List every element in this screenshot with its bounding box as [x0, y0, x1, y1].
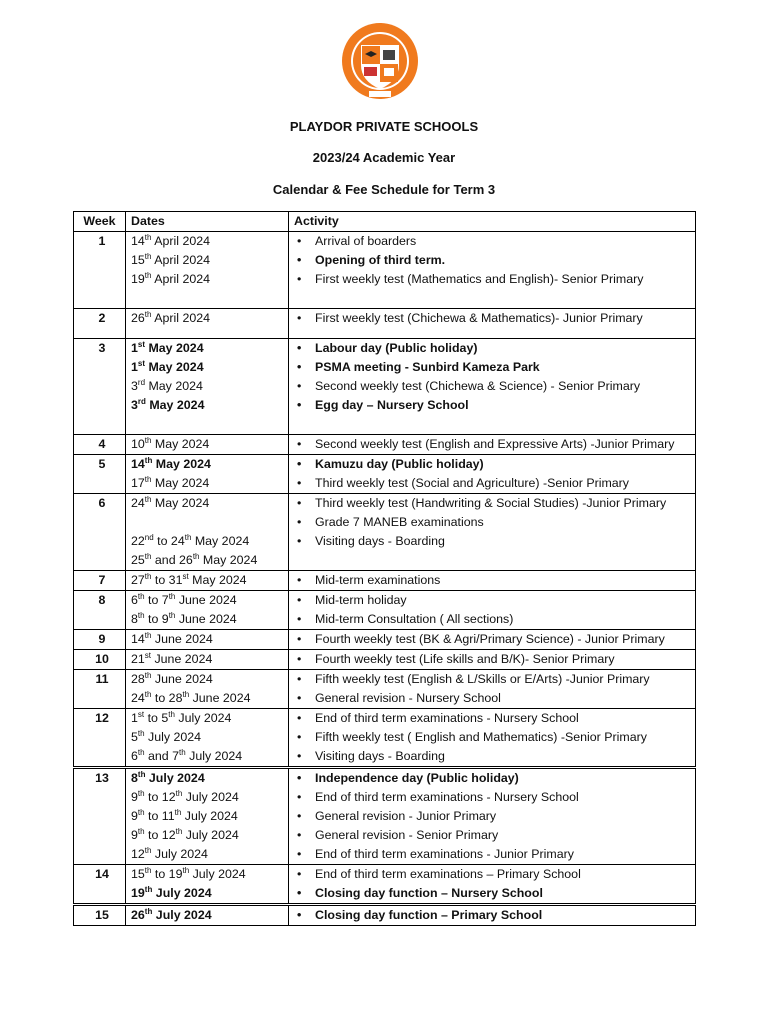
- activity-item: • First weekly test (Chichewa & Mathematics)- Junior Primary: [291, 309, 695, 328]
- table-row: [74, 865, 696, 905]
- date-text: July 2024: [174, 711, 232, 725]
- date-text: to 12: [144, 790, 176, 804]
- date-text: 1: [131, 711, 138, 725]
- date-text: 21: [131, 652, 145, 666]
- date-text: 19: [131, 886, 145, 900]
- week-number: 6: [74, 494, 126, 571]
- date-text: May 2024: [145, 341, 204, 355]
- date-text: 14: [131, 632, 145, 646]
- date-text: and 7: [144, 749, 180, 763]
- date-text: April 2024: [151, 234, 211, 248]
- date-text: 14: [131, 234, 145, 248]
- date-entry: [131, 309, 288, 328]
- activity-item: • General revision - Nursery School: [291, 689, 695, 708]
- week-number: 8: [74, 591, 126, 630]
- date-ordinal: th: [144, 690, 152, 699]
- dates-cell: [126, 571, 289, 591]
- date-ordinal: th: [168, 710, 175, 719]
- activity-item: • Kamuzu day (Public holiday): [291, 455, 695, 474]
- date-text: June 2024: [151, 672, 213, 686]
- date-text: July 2024: [189, 867, 246, 881]
- date-entry: [131, 232, 288, 251]
- date-ordinal: st: [137, 710, 145, 719]
- date-text: April 2024: [151, 311, 211, 325]
- dates-column-header: Dates: [126, 212, 289, 232]
- date-entry: [131, 884, 288, 903]
- date-entry: [131, 769, 288, 788]
- activity-item: • Grade 7 MANEB examinations: [291, 513, 695, 532]
- dates-cell: [126, 630, 289, 650]
- activity-item: • PSMA meeting - Sunbird Kameza Park: [291, 358, 695, 377]
- week-number: 15: [74, 905, 126, 926]
- activity-cell: [289, 339, 696, 435]
- date-entry: [131, 650, 288, 669]
- activity-cell: [289, 630, 696, 650]
- date-text: 24: [131, 691, 145, 705]
- date-text: May 2024: [145, 379, 203, 393]
- activity-cell: [289, 865, 696, 905]
- date-text: to 5: [144, 711, 169, 725]
- date-text: 27: [131, 573, 145, 587]
- table-row: [74, 905, 696, 926]
- date-entry: [131, 435, 288, 454]
- date-text: to 11: [144, 809, 175, 823]
- date-ordinal: th: [137, 611, 145, 620]
- date-text: May 2024: [191, 534, 250, 548]
- date-ordinal: st: [137, 359, 146, 368]
- date-text: 1: [131, 341, 138, 355]
- date-text: July 2024: [185, 749, 243, 763]
- date-ordinal: rd: [137, 378, 146, 387]
- date-ordinal: th: [144, 846, 152, 855]
- date-entry: [131, 709, 288, 728]
- date-text: May 2024: [199, 553, 258, 567]
- date-text: 15: [131, 867, 145, 881]
- date-ordinal: th: [137, 827, 145, 836]
- dates-cell: [126, 905, 289, 926]
- date-text: 14: [131, 457, 145, 471]
- activity-cell: [289, 768, 696, 865]
- date-ordinal: th: [144, 233, 152, 242]
- week-number: 4: [74, 435, 126, 455]
- date-text: 9: [131, 828, 138, 842]
- date-ordinal: th: [174, 808, 182, 817]
- table-row: [74, 591, 696, 630]
- table-row: [74, 435, 696, 455]
- date-entry: [131, 630, 288, 649]
- activity-item: • End of third term examinations - Nursery School: [291, 788, 695, 807]
- date-entry: [131, 788, 288, 807]
- date-ordinal: th: [144, 866, 152, 875]
- date-entry: [131, 571, 288, 590]
- date-ordinal: th: [144, 271, 152, 280]
- date-entry: [131, 474, 288, 493]
- date-text: July 2024: [152, 886, 212, 900]
- activity-cell: [289, 455, 696, 494]
- date-text: 24: [131, 496, 145, 510]
- date-ordinal: th: [184, 533, 192, 542]
- date-text: May 2024: [151, 496, 210, 510]
- school-logo: [341, 21, 419, 101]
- activity-cell: [289, 309, 696, 339]
- activity-item: • Visiting days - Boarding: [291, 532, 695, 551]
- date-text: 6: [131, 593, 138, 607]
- week-number: 7: [74, 571, 126, 591]
- date-ordinal: th: [192, 552, 200, 561]
- date-text: 15: [131, 253, 145, 267]
- date-entry: [131, 845, 288, 864]
- activity-column-header: Activity: [289, 212, 696, 232]
- date-text: July 2024: [182, 828, 239, 842]
- date-text: July 2024: [152, 908, 212, 922]
- date-text: to 31: [151, 573, 183, 587]
- date-text: May 2024: [145, 360, 204, 374]
- activity-item: • First weekly test (Mathematics and English)- Senior Primary: [291, 270, 695, 289]
- date-text: May 2024: [145, 398, 205, 412]
- date-entry: [131, 670, 288, 689]
- table-row: [74, 309, 696, 339]
- dates-cell: [126, 709, 289, 768]
- activity-cell: [289, 494, 696, 571]
- date-ordinal: th: [144, 252, 152, 261]
- date-ordinal: th: [168, 592, 176, 601]
- dates-cell: [126, 650, 289, 670]
- table-row: [74, 650, 696, 670]
- date-ordinal: st: [182, 572, 189, 581]
- date-entry: [131, 455, 288, 474]
- dates-cell: [126, 309, 289, 339]
- date-text: July 2024: [145, 771, 205, 785]
- date-text: to 9: [144, 612, 169, 626]
- date-ordinal: th: [168, 611, 176, 620]
- table-row: [74, 232, 696, 309]
- week-number: 3: [74, 339, 126, 435]
- table-row: [74, 455, 696, 494]
- activity-item: • Visiting days - Boarding: [291, 747, 695, 766]
- date-ordinal: th: [175, 827, 183, 836]
- date-entry: [131, 728, 288, 747]
- week-column-header: Week: [74, 212, 126, 232]
- date-text: July 2024: [151, 847, 208, 861]
- date-ordinal: th: [144, 436, 152, 445]
- date-text: 8: [131, 771, 138, 785]
- dates-cell: [126, 232, 289, 309]
- week-number: 1: [74, 232, 126, 309]
- activity-cell: [289, 670, 696, 709]
- date-entry: [131, 610, 288, 629]
- date-text: 17: [131, 476, 145, 490]
- table-row: [74, 339, 696, 435]
- date-entry: [131, 377, 288, 396]
- activity-item: • End of third term examinations - Junior Primary: [291, 845, 695, 864]
- activity-item: • Fourth weekly test (BK & Agri/Primary Science) - Junior Primary: [291, 630, 695, 649]
- date-ordinal: nd: [144, 533, 154, 542]
- school-name: PLAYDOR PRIVATE SCHOOLS: [289, 119, 479, 134]
- date-ordinal: st: [137, 340, 146, 349]
- dates-cell: [126, 455, 289, 494]
- table-row: [74, 630, 696, 650]
- week-number: 10: [74, 650, 126, 670]
- date-ordinal: th: [137, 748, 145, 757]
- date-entry: [131, 551, 288, 570]
- date-ordinal: th: [144, 907, 153, 916]
- activity-item: • Third weekly test (Social and Agriculture) -Senior Primary: [291, 474, 695, 493]
- date-entry: [131, 906, 288, 925]
- dates-cell: [126, 435, 289, 455]
- date-text: 3: [131, 379, 138, 393]
- week-number: 9: [74, 630, 126, 650]
- date-text: June 2024: [151, 652, 213, 666]
- date-text: 3: [131, 398, 138, 412]
- date-text: to 7: [144, 593, 169, 607]
- date-text: July 2024: [182, 790, 239, 804]
- date-text: July 2024: [144, 730, 202, 744]
- date-text: to 24: [153, 534, 185, 548]
- activity-cell: [289, 905, 696, 926]
- academic-year: 2023/24 Academic Year: [312, 150, 456, 165]
- date-ordinal: th: [144, 310, 152, 319]
- date-text: 19: [131, 272, 145, 286]
- activity-item: • Arrival of boarders: [291, 232, 695, 251]
- activity-item: • General revision - Senior Primary: [291, 826, 695, 845]
- date-text: 25: [131, 553, 145, 567]
- date-text: to 19: [151, 867, 183, 881]
- week-number: 13: [74, 768, 126, 865]
- date-text: May 2024: [151, 476, 210, 490]
- date-ordinal: th: [144, 552, 152, 561]
- date-ordinal: th: [144, 495, 152, 504]
- activity-item: • Opening of third term.: [291, 251, 695, 270]
- date-text: May 2024: [188, 573, 247, 587]
- week-number: 14: [74, 865, 126, 905]
- activity-item: • Mid-term Consultation ( All sections): [291, 610, 695, 629]
- date-text: May 2024: [151, 437, 210, 451]
- date-ordinal: th: [182, 866, 190, 875]
- date-entry: [131, 591, 288, 610]
- term-calendar-table: [73, 211, 696, 926]
- date-ordinal: th: [182, 690, 190, 699]
- date-text: July 2024: [181, 809, 238, 823]
- date-entry: [131, 494, 288, 513]
- date-ordinal: th: [137, 729, 145, 738]
- table-row: [74, 768, 696, 865]
- date-text: 9: [131, 790, 138, 804]
- date-text: 12: [131, 847, 145, 861]
- date-ordinal: rd: [137, 397, 146, 406]
- date-ordinal: th: [144, 671, 152, 680]
- activity-cell: [289, 650, 696, 670]
- activity-cell: [289, 435, 696, 455]
- activity-item: • Labour day (Public holiday): [291, 339, 695, 358]
- activity-item: • Egg day – Nursery School: [291, 396, 695, 415]
- date-entry: [131, 826, 288, 845]
- activity-cell: [289, 571, 696, 591]
- date-text: June 2024: [189, 691, 251, 705]
- date-entry: [131, 747, 288, 766]
- dates-cell: [126, 494, 289, 571]
- week-number: 12: [74, 709, 126, 768]
- date-text: 28: [131, 672, 145, 686]
- date-text: June 2024: [151, 632, 213, 646]
- date-entry: [131, 807, 288, 826]
- date-text: 22: [131, 534, 145, 548]
- activity-item: • Second weekly test (English and Expressive Arts) -Junior Primary: [291, 435, 695, 454]
- date-text: 9: [131, 809, 138, 823]
- week-number: 5: [74, 455, 126, 494]
- date-text: 5: [131, 730, 138, 744]
- activity-item: • Mid-term examinations: [291, 571, 695, 590]
- week-number: 11: [74, 670, 126, 709]
- date-entry: [131, 396, 288, 415]
- date-ordinal: st: [144, 651, 152, 660]
- date-entry: [131, 270, 288, 289]
- date-ordinal: th: [137, 592, 145, 601]
- date-text: 8: [131, 612, 138, 626]
- date-text: 1: [131, 360, 138, 374]
- date-text: April 2024: [151, 272, 211, 286]
- date-ordinal: th: [179, 748, 186, 757]
- date-text: June 2024: [175, 593, 237, 607]
- date-text: May 2024: [152, 457, 211, 471]
- activity-cell: [289, 709, 696, 768]
- date-text: 10: [131, 437, 145, 451]
- document-subtitle: Calendar & Fee Schedule for Term 3: [272, 182, 496, 197]
- dates-cell: [126, 591, 289, 630]
- dates-cell: [126, 768, 289, 865]
- dates-cell: [126, 339, 289, 435]
- date-entry: [131, 532, 288, 551]
- date-text: to 28: [151, 691, 183, 705]
- date-text: June 2024: [175, 612, 237, 626]
- date-text: April 2024: [151, 253, 211, 267]
- activity-item: • General revision - Junior Primary: [291, 807, 695, 826]
- week-number: 2: [74, 309, 126, 339]
- table-row: [74, 709, 696, 768]
- activity-item: • Independence day (Public holiday): [291, 769, 695, 788]
- date-entry: [131, 358, 288, 377]
- date-ordinal: th: [144, 572, 152, 581]
- date-text: and 26: [151, 553, 193, 567]
- activity-item: • Fifth weekly test ( English and Mathematics) -Senior Primary: [291, 728, 695, 747]
- activity-cell: [289, 591, 696, 630]
- activity-item: • Third weekly test (Handwriting & Social Studies) -Junior Primary: [291, 494, 695, 513]
- date-ordinal: th: [175, 789, 183, 798]
- dates-cell: [126, 670, 289, 709]
- table-row: [74, 571, 696, 591]
- date-ordinal: th: [144, 631, 152, 640]
- date-ordinal: th: [137, 789, 145, 798]
- date-ordinal: th: [144, 885, 153, 894]
- activity-item: • Fourth weekly test (Life skills and B/K)- Senior Primary: [291, 650, 695, 669]
- activity-item: • Closing day function – Nursery School: [291, 884, 695, 903]
- date-ordinal: th: [144, 456, 153, 465]
- date-entry: [131, 251, 288, 270]
- date-entry: [131, 339, 288, 358]
- activity-item: • Mid-term holiday: [291, 591, 695, 610]
- date-ordinal: th: [137, 770, 146, 779]
- date-text: to 12: [144, 828, 176, 842]
- activity-item: • Closing day function – Primary School: [291, 906, 695, 925]
- activity-cell: [289, 232, 696, 309]
- activity-item: • End of third term examinations – Primary School: [291, 865, 695, 884]
- date-entry: [131, 513, 288, 532]
- date-text: 6: [131, 749, 138, 763]
- date-entry: [131, 865, 288, 884]
- activity-item: • Fifth weekly test (English & L/Skills or E/Arts) -Junior Primary: [291, 670, 695, 689]
- date-text: 26: [131, 908, 145, 922]
- table-row: [74, 670, 696, 709]
- activity-item: • Second weekly test (Chichewa & Science) - Senior Primary: [291, 377, 695, 396]
- dates-cell: [126, 865, 289, 905]
- table-header-row: [74, 212, 696, 232]
- date-ordinal: th: [144, 475, 152, 484]
- activity-item: • End of third term examinations - Nursery School: [291, 709, 695, 728]
- date-text: 26: [131, 311, 145, 325]
- table-row: [74, 494, 696, 571]
- date-ordinal: th: [137, 808, 145, 817]
- date-entry: [131, 689, 288, 708]
